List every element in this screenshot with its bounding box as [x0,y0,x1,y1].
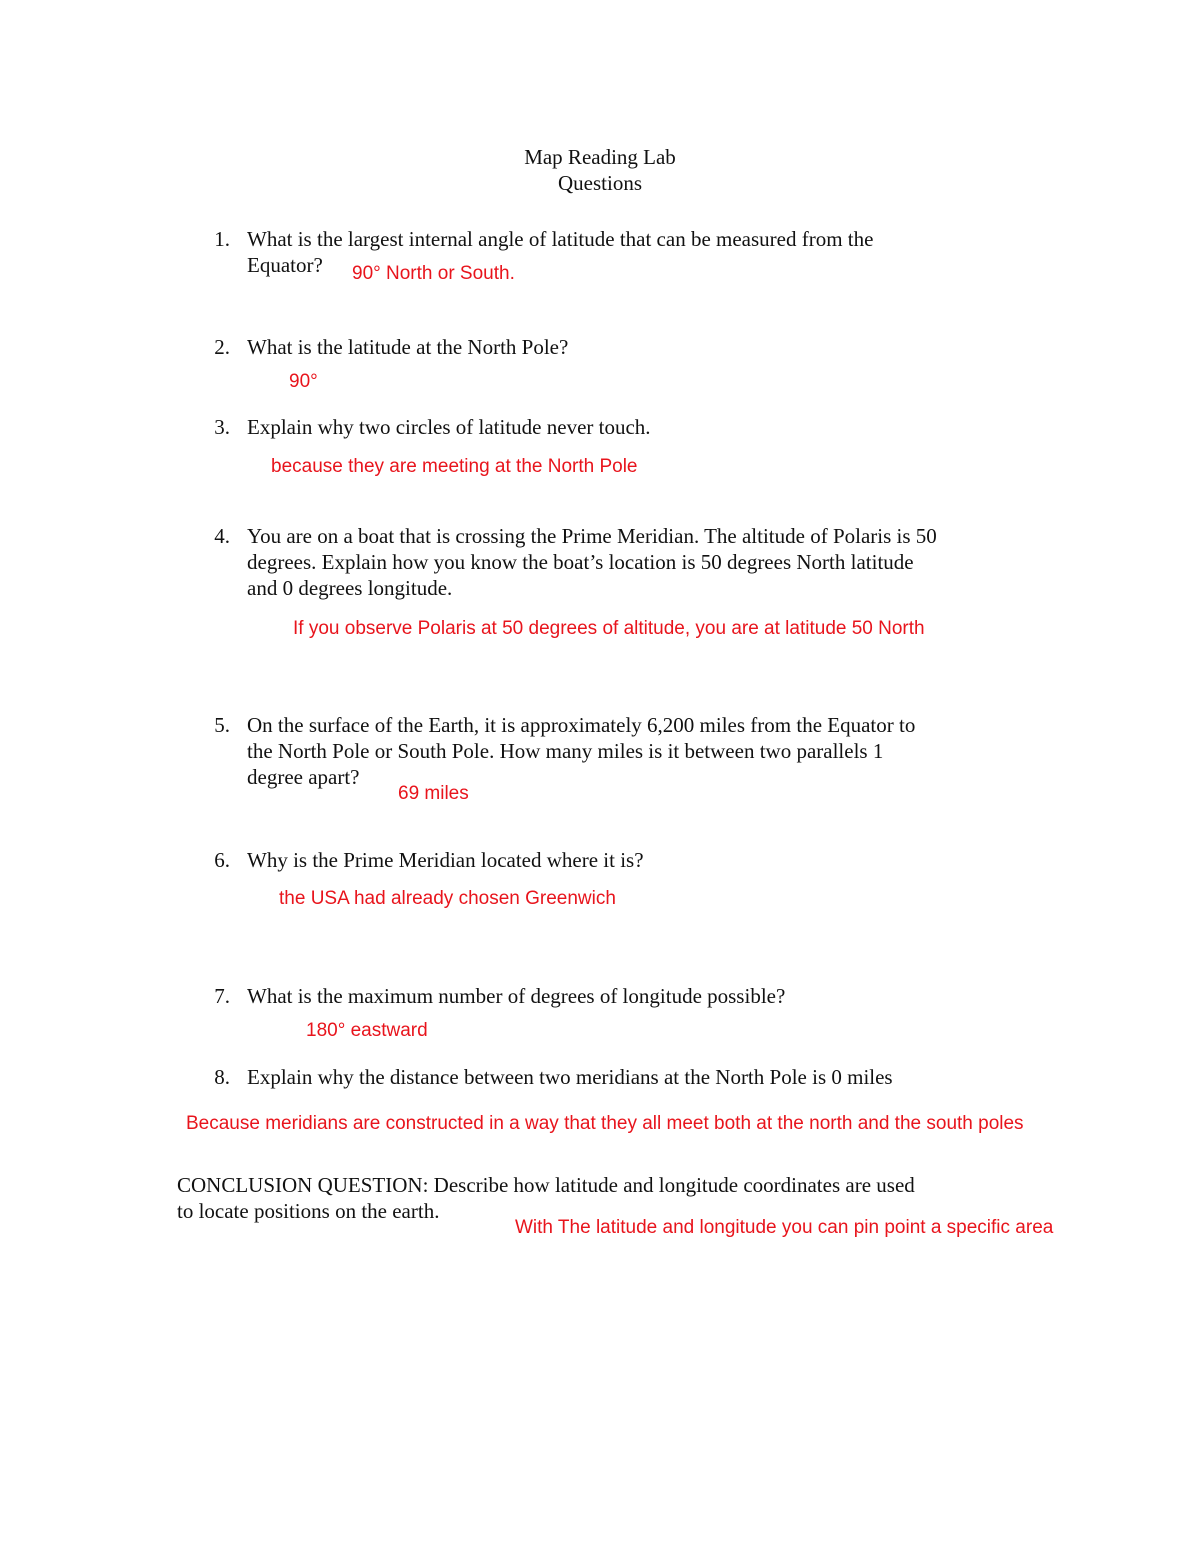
question-number: 8. [214,1065,230,1089]
question-line: On the surface of the Earth, it is approximately 6,200 miles from the Equator to [247,713,916,737]
question-text [247,334,1037,360]
question-text [247,983,1037,1009]
question-line: Why is the Prime Meridian located where it is? [247,848,644,872]
answer-text: the USA had already chosen Greenwich [279,888,616,909]
question-line: Explain why the distance between two meridians at the North Pole is 0 miles [247,1065,893,1089]
question-line: degrees. Explain how you know the boat’s location is 50 degrees North latitude [247,550,914,574]
question-text [247,1064,1037,1090]
conclusion-line: to locate positions on the earth. [177,1199,440,1223]
question-number: 5. [214,713,230,737]
question-number: 6. [214,848,230,872]
question-number: 4. [214,524,230,548]
answer-text: 69 miles [398,783,469,804]
answer-text: 180° eastward [306,1020,428,1041]
question-text [247,523,1037,601]
question-line: Equator? [247,253,323,277]
question-line: the North Pole or South Pole. How many miles is it between two parallels 1 [247,739,884,763]
question-line: Explain why two circles of latitude never touch. [247,415,651,439]
answer-text: If you observe Polaris at 50 degrees of altitude, you are at latitude 50 North [293,618,925,639]
conclusion-line: CONCLUSION QUESTION: Describe how latitude and longitude coordinates are used [177,1173,915,1197]
question-line: and 0 degrees longitude. [247,576,453,600]
question-line: degree apart? [247,765,360,789]
question-line: What is the maximum number of degrees of longitude possible? [247,984,786,1008]
page-title: Map Reading Lab [524,145,676,169]
conclusion-answer: With The latitude and longitude you can pin point a specific area [515,1217,1054,1238]
question-number: 3. [214,415,230,439]
answer-text: 90° North or South. [352,263,515,284]
question-text [247,847,1037,873]
question-line: What is the latitude at the North Pole? [247,335,569,359]
question-number: 1. [214,227,230,251]
question-number: 7. [214,984,230,1008]
question-text [247,414,1037,440]
answer-text: Because meridians are constructed in a way that they all meet both at the north and the south poles [186,1113,1024,1134]
answer-text: because they are meeting at the North Pole [271,456,638,477]
question-number: 2. [214,335,230,359]
answer-text: 90° [289,371,318,392]
question-line: What is the largest internal angle of latitude that can be measured from the [247,227,874,251]
question-line: You are on a boat that is crossing the Prime Meridian. The altitude of Polaris is 50 [247,524,937,548]
question-text [247,712,1037,790]
page-subtitle: Questions [558,171,642,195]
